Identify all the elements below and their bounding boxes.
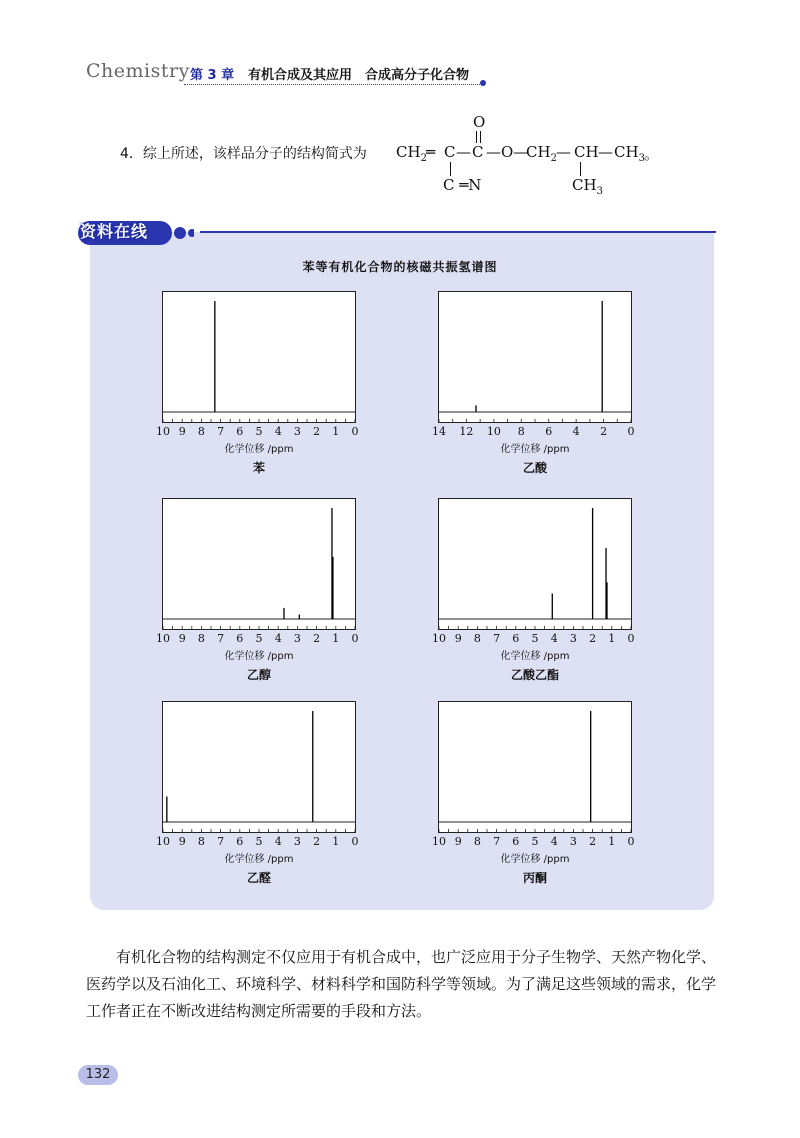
tick-label: 2 bbox=[600, 425, 608, 438]
tick-label: 10 bbox=[432, 835, 446, 848]
compound-name: 乙醛 bbox=[246, 871, 272, 885]
tick-label: 1 bbox=[332, 835, 340, 848]
compound-name: 苯 bbox=[252, 461, 266, 475]
formula-carbonyl-oxygen: O bbox=[473, 113, 486, 131]
tick-label: 4 bbox=[572, 425, 580, 438]
tick-label: 6 bbox=[236, 425, 244, 438]
tick-label: 0 bbox=[627, 835, 635, 848]
header-dot bbox=[480, 80, 486, 86]
tick-label: 6 bbox=[236, 632, 244, 645]
tick-label: 12 bbox=[459, 425, 474, 438]
formula-sentence: 4．综上所述，该样品分子的结构简式为 bbox=[120, 146, 367, 162]
running-header-chapter: 第 3 章 bbox=[190, 68, 235, 83]
formula-ch2-mid: $CH_2$ bbox=[526, 143, 557, 164]
tick-label: 8 bbox=[473, 632, 481, 645]
x-axis-label: 化学位移 /ppm bbox=[500, 854, 570, 865]
tick-label: 5 bbox=[255, 425, 263, 438]
header-dotted-rule bbox=[184, 84, 484, 85]
formula-nitrile-bond bbox=[450, 162, 451, 176]
formula-bond-1: — bbox=[456, 143, 471, 161]
tick-label: 5 bbox=[255, 835, 263, 848]
tick-label: 8 bbox=[197, 632, 205, 645]
tick-label: 7 bbox=[493, 835, 501, 848]
tick-label: 7 bbox=[217, 632, 225, 645]
spectrum-plot bbox=[438, 498, 632, 630]
x-axis-label: 化学位移 /ppm bbox=[224, 651, 294, 662]
tick-label: 10 bbox=[156, 425, 170, 438]
tick-label: 4 bbox=[274, 632, 282, 645]
tick-label: 9 bbox=[454, 632, 462, 645]
tick-label: 9 bbox=[178, 835, 186, 848]
tick-label: 2 bbox=[313, 632, 321, 645]
tick-label: 3 bbox=[293, 835, 301, 848]
tick-label: 10 bbox=[486, 425, 501, 438]
tick-label: 1 bbox=[608, 632, 616, 645]
formula-period: 。 bbox=[644, 145, 660, 163]
tick-label: 10 bbox=[156, 632, 170, 645]
tick-label: 4 bbox=[550, 632, 558, 645]
body-paragraph: 有机化合物的结构测定不仅应用于有机合成中，也广泛应用于分子生物学、天然产物化学、医药学以及石油化工、环境科学、材料科学和国防科学等领域。为了满足这些领域的需求，化学工作者正在不断改进结构测定所需要的手段和方法。 bbox=[86, 948, 717, 1020]
tick-label: 5 bbox=[255, 632, 263, 645]
formula-ch: CH bbox=[574, 143, 599, 161]
spectrum-plot bbox=[162, 291, 356, 423]
tick-label: 9 bbox=[454, 835, 462, 848]
tick-label: 4 bbox=[274, 835, 282, 848]
formula-ch3-right: $CH_3$ bbox=[614, 143, 645, 164]
tick-label: 0 bbox=[351, 835, 359, 848]
tick-label: 8 bbox=[197, 835, 205, 848]
tick-label: 5 bbox=[531, 835, 539, 848]
running-header-title: 有机合成及其应用 合成高分子化合物 bbox=[248, 68, 470, 83]
tick-label: 2 bbox=[313, 425, 321, 438]
tick-label: 8 bbox=[473, 835, 481, 848]
x-axis-label: 化学位移 /ppm bbox=[500, 651, 570, 662]
tick-label: 10 bbox=[432, 632, 446, 645]
formula-nitrile: C ═N bbox=[443, 176, 482, 194]
tick-label: 2 bbox=[589, 632, 597, 645]
tick-label: 0 bbox=[351, 632, 359, 645]
tick-label: 7 bbox=[217, 835, 225, 848]
compound-name: 乙酸 bbox=[522, 461, 548, 475]
formula-bond-3: — bbox=[598, 143, 613, 161]
tick-label: 7 bbox=[493, 632, 501, 645]
tick-label: 7 bbox=[217, 425, 225, 438]
x-axis-label: 化学位移 /ppm bbox=[224, 444, 294, 455]
figure-title: 苯等有机化合物的核磁共振氢谱图 bbox=[302, 260, 498, 274]
x-axis-label: 化学位移 /ppm bbox=[224, 854, 294, 865]
tick-label: 1 bbox=[332, 632, 340, 645]
tick-label: 14 bbox=[432, 425, 446, 438]
tick-label: 4 bbox=[550, 835, 558, 848]
tick-label: 2 bbox=[589, 835, 597, 848]
tick-label: 8 bbox=[517, 425, 525, 438]
compound-name: 乙醇 bbox=[246, 668, 272, 682]
formula-branch-bond bbox=[580, 162, 581, 176]
tick-label: 9 bbox=[178, 632, 186, 645]
tick-label: 3 bbox=[293, 632, 301, 645]
tick-label: 3 bbox=[293, 425, 301, 438]
tick-label: 1 bbox=[332, 425, 340, 438]
spectrum-plot bbox=[438, 291, 632, 423]
x-axis-label: 化学位移 /ppm bbox=[500, 444, 570, 455]
formula-carbon-2: C bbox=[472, 143, 484, 161]
tick-label: 3 bbox=[569, 632, 577, 645]
tick-label: 5 bbox=[531, 632, 539, 645]
tick-label: 0 bbox=[627, 632, 635, 645]
formula-ch3-bottom: $CH_3$ bbox=[572, 176, 603, 197]
tick-label: 9 bbox=[178, 425, 186, 438]
formula-carbonyl-bond bbox=[476, 131, 481, 143]
spectrum-plot bbox=[162, 701, 356, 833]
compound-name: 乙酸乙酯 bbox=[510, 668, 560, 682]
compound-name: 丙酮 bbox=[522, 871, 548, 885]
tick-label: 0 bbox=[627, 425, 635, 438]
tick-label: 2 bbox=[313, 835, 321, 848]
tick-label: 10 bbox=[156, 835, 170, 848]
banner-text: 资料在线 bbox=[80, 222, 149, 241]
tick-label: 8 bbox=[197, 425, 205, 438]
spectrum-plot bbox=[438, 701, 632, 833]
tick-label: 6 bbox=[236, 835, 244, 848]
tick-label: 3 bbox=[569, 835, 577, 848]
tick-label: 6 bbox=[545, 425, 553, 438]
page-number: 132 bbox=[85, 1067, 111, 1082]
tick-label: 6 bbox=[512, 835, 520, 848]
tick-label: 4 bbox=[274, 425, 282, 438]
formula-double-bond: ═ bbox=[426, 143, 436, 161]
tick-label: 6 bbox=[512, 632, 520, 645]
spectrum-plot bbox=[162, 498, 356, 630]
formula-ch2-left: $CH_2$ bbox=[396, 143, 427, 164]
formula-bond-2: — bbox=[556, 143, 571, 161]
formula-ester-oxygen: —O— bbox=[486, 143, 529, 161]
formula-carbon-1: C bbox=[444, 143, 456, 161]
tick-label: 1 bbox=[608, 835, 616, 848]
banner-rule bbox=[200, 231, 716, 233]
running-header-brand: Chemistry bbox=[86, 60, 190, 82]
tick-label: 0 bbox=[351, 425, 359, 438]
